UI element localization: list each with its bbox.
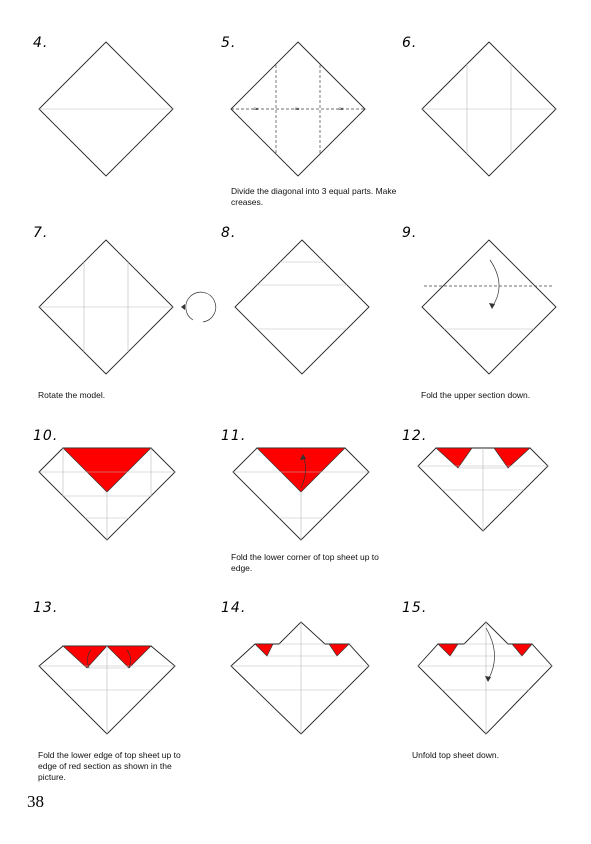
step-caption: Rotate the model.: [38, 390, 106, 400]
step-14: [221, 600, 406, 775]
svg-text:≈: ≈: [338, 105, 344, 113]
step-12: [402, 428, 587, 603]
step-8-diagram: [221, 225, 406, 375]
step-number: 14.: [221, 600, 247, 616]
step-11: [221, 428, 406, 603]
step-number: 4.: [33, 35, 49, 51]
step-number: 13.: [33, 600, 59, 616]
step-caption: Fold the upper section down.: [421, 390, 531, 400]
step-number: 11.: [221, 428, 247, 444]
step-10-diagram: [33, 428, 218, 578]
step-number: 6.: [402, 35, 418, 51]
step-4-diagram: [33, 35, 218, 185]
step-7-diagram: [33, 225, 218, 375]
step-14-diagram: [221, 600, 406, 750]
step-number: 12.: [402, 428, 428, 444]
step-number: 5.: [221, 35, 237, 51]
step-caption: Unfold top sheet down.: [412, 750, 499, 760]
step-10: [33, 428, 218, 603]
step-15-diagram: [402, 600, 587, 750]
step-9: [402, 225, 587, 400]
step-number: 15.: [402, 600, 428, 616]
step-8: [221, 225, 406, 400]
step-6-diagram: [402, 35, 587, 185]
step-12-diagram: [402, 428, 587, 578]
page-number: 38: [27, 792, 44, 811]
step-caption: Fold the lower corner of top sheet up to edge.: [231, 552, 379, 573]
step-number: 10.: [33, 428, 59, 444]
step-number: 8.: [221, 225, 237, 241]
step-13: [33, 600, 218, 782]
step-number: 9.: [402, 225, 418, 241]
svg-text:≈: ≈: [253, 105, 259, 113]
step-4: [33, 35, 218, 210]
step-13-diagram: [33, 600, 218, 750]
step-7: [33, 225, 218, 400]
svg-text:≈: ≈: [294, 105, 300, 113]
step-6: [402, 35, 587, 210]
step-number: 7.: [33, 225, 49, 241]
step-15: [402, 600, 587, 775]
step-caption: Fold the lower edge of top sheet up to edge of red section as shown in the picture.: [38, 750, 181, 782]
step-caption: Divide the diagonal into 3 equal parts. Make creases.: [231, 186, 397, 207]
step-9-diagram: [402, 225, 587, 375]
step-5: [221, 35, 406, 210]
step-5-diagram: [221, 35, 406, 185]
